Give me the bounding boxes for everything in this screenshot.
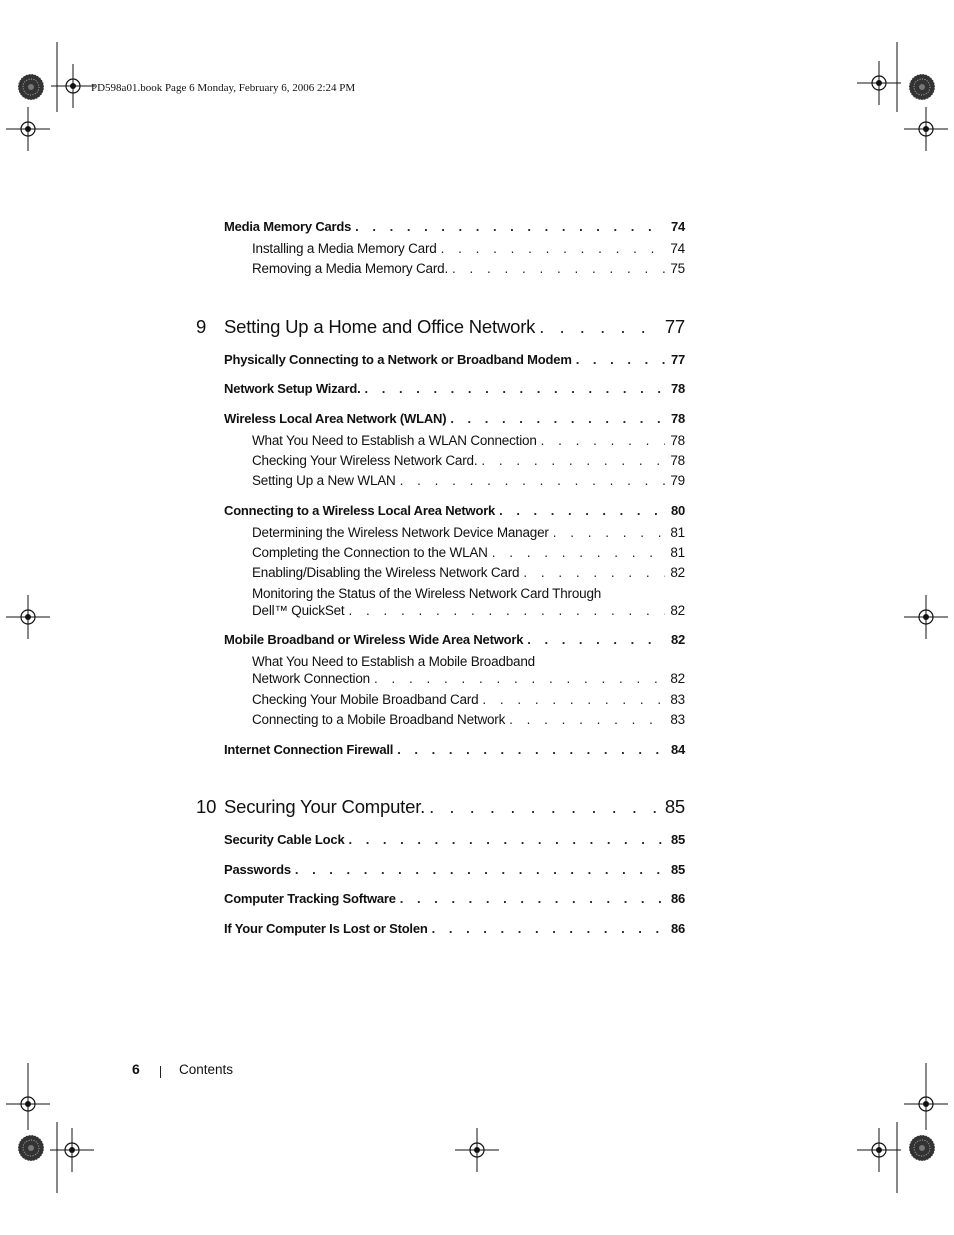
toc-entry[interactable] [252,525,685,540]
dot-leader [348,603,665,618]
page-number: 6 [132,1061,140,1077]
dot-leader [400,891,665,906]
toc-entry-page: 78 [670,433,685,448]
toc-entry-title: Wireless Local Area Network (WLAN) [224,411,447,426]
toc-entry-page: 81 [670,545,685,560]
toc-entry-page: 83 [670,712,685,727]
toc-entry-page: 81 [670,525,685,540]
toc-entry[interactable] [224,219,685,234]
toc-entry-page: 78 [670,381,685,396]
toc-entry[interactable] [224,862,685,877]
toc-entry-page: 74 [670,241,685,256]
toc-entry-page: 86 [670,891,685,906]
toc-entry-page: 82 [670,565,685,580]
toc-entry-title: Enabling/Disabling the Wireless Network Card [252,565,520,580]
toc-entry[interactable] [224,891,685,906]
toc-entry-title: Security Cable Lock [224,832,345,847]
toc-entry-title: Dell™ QuickSet [252,603,345,618]
toc-entry-page: 74 [670,219,685,234]
footer-divider [160,1066,161,1078]
toc-entry[interactable] [224,921,685,936]
dot-leader [348,832,665,847]
dot-leader [553,525,665,540]
toc-entry-page: 82 [670,671,685,686]
dot-leader [432,921,665,936]
toc-entry[interactable] [252,453,685,468]
dot-leader [397,742,665,757]
toc-entry[interactable] [252,433,685,448]
dot-leader [450,411,665,426]
toc-entry-title: Internet Connection Firewall [224,742,394,757]
dot-leader [492,545,665,560]
toc-entry-title: Physically Connecting to a Network or Broadband Modem [224,352,572,367]
toc-entry[interactable] [252,565,685,580]
toc-entry[interactable] [224,352,685,367]
toc-entry[interactable] [252,671,685,686]
toc-entry[interactable] [224,411,685,426]
toc-entry-title: Completing the Connection to the WLAN [252,545,488,560]
toc-chapter[interactable] [196,796,685,818]
dot-leader [523,565,665,580]
toc-entry-page: 86 [670,921,685,936]
dot-leader [400,473,665,488]
toc-entry-first-line: Monitoring the Status of the Wireless Network Card Through [252,586,602,601]
toc-entry-page: 77 [664,316,685,337]
toc-entry-title: Determining the Wireless Network Device Manager [252,525,549,540]
chapter-number: 10 [196,796,217,817]
dot-leader [539,316,661,338]
dot-leader [481,453,665,468]
toc-entry-page: 80 [670,503,685,518]
toc-entry[interactable] [252,473,685,488]
toc-entry-title: Network Connection [252,671,370,686]
toc-entry[interactable] [224,832,685,847]
print-slug: PD598a01.book Page 6 Monday, February 6, 2006 2:24 PM [91,82,356,94]
toc-entry-page: 75 [670,261,685,276]
toc-entry[interactable] [252,545,685,560]
toc-entry-title: Computer Tracking Software [224,891,396,906]
dot-leader [576,352,665,367]
dot-leader [499,503,665,518]
toc-entry-title: Connecting to a Mobile Broadband Network [252,712,506,727]
toc-entry[interactable] [252,692,685,707]
toc-entry-page: 78 [670,453,685,468]
toc-entry[interactable] [252,261,685,276]
toc-entry[interactable] [252,241,685,256]
toc-entry-page: 79 [670,473,685,488]
toc-entry[interactable] [224,632,685,647]
toc-entry-page: 84 [670,742,685,757]
dot-leader [452,261,665,276]
dot-leader [541,433,665,448]
chapter-number: 9 [196,316,207,337]
toc-entry-title: Checking Your Mobile Broadband Card [252,692,479,707]
toc-entry[interactable] [252,603,685,618]
toc-entry-page: 85 [664,796,685,817]
toc-entry-title: Installing a Media Memory Card [252,241,437,256]
toc-chapter[interactable] [196,316,685,338]
toc-entry-page: 82 [670,632,685,647]
dot-leader [441,241,665,256]
dot-leader [295,862,665,877]
toc-entry-title: Removing a Media Memory Card. [252,261,449,276]
toc-entry-page: 83 [670,692,685,707]
toc-entry[interactable] [224,503,685,518]
toc-entry-page: 78 [670,411,685,426]
dot-leader [527,632,665,647]
dot-leader [482,692,665,707]
toc-entry-title: Checking Your Wireless Network Card. [252,453,478,468]
toc-entry-title: Mobile Broadband or Wireless Wide Area Network [224,632,524,647]
dot-leader [355,219,665,234]
toc-entry-first-line: What You Need to Establish a Mobile Broadband [252,654,535,669]
toc-entry-page: 85 [670,832,685,847]
toc-entry-title: What You Need to Establish a WLAN Connection [252,433,537,448]
toc-entry-title: If Your Computer Is Lost or Stolen [224,921,428,936]
dot-leader [509,712,665,727]
toc-entry[interactable] [224,742,685,757]
toc-entry[interactable] [252,712,685,727]
dot-leader [374,671,665,686]
toc-entry-page: 85 [670,862,685,877]
toc-entry-title: Passwords [224,862,291,877]
toc-entry-title: Setting Up a Home and Office Network [224,316,536,337]
dot-leader [429,796,661,818]
toc-entry-page: 82 [670,603,685,618]
toc-entry-title: Connecting to a Wireless Local Area Network [224,503,496,518]
toc-entry-title: Setting Up a New WLAN [252,473,396,488]
toc-entry-page: 77 [670,352,685,367]
toc-entry-title: Network Setup Wizard. [224,381,361,396]
footer-section-label: Contents [179,1062,234,1077]
toc-entry-title: Securing Your Computer. [224,796,426,817]
toc-entry-title: Media Memory Cards [224,219,352,234]
dot-leader [365,381,665,396]
toc-entry[interactable] [224,381,685,396]
